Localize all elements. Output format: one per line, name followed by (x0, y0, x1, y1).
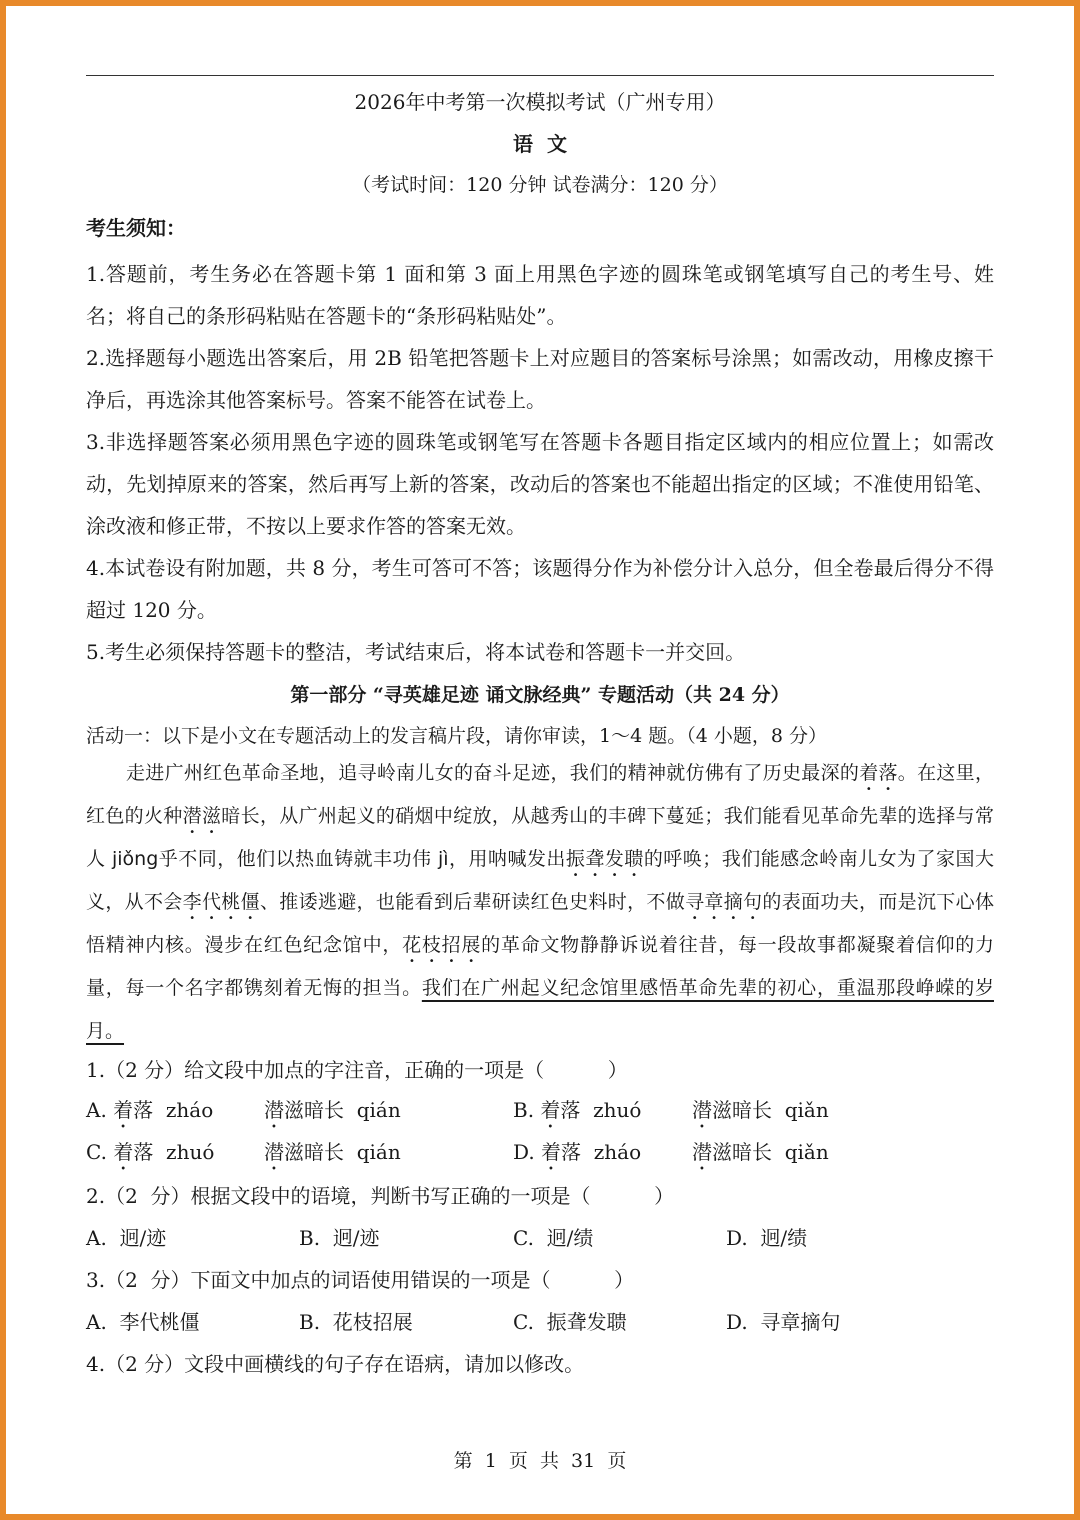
underlined-sentence: 我们在广州起义纪念馆里感悟革命先辈的初心，重温那段峥嵘的岁月。 (86, 977, 994, 1042)
passage (86, 752, 994, 1052)
passage-text: 的革命文物静静诉说着往昔，每一段故事都凝聚着信仰的力量，每一个名字都镌刻着无悔的担当。 (86, 934, 994, 999)
dotted-word-huazhi: 花枝招展 (402, 934, 482, 956)
exam-title: 2026年中考第一次模拟考试（广州专用） (354, 90, 726, 114)
question-2-stem: 2.（2 分）根据文段中的语境，判断书写正确的一项是（ ） (86, 1184, 675, 1208)
dotted-word-zhuoluo: 着落 (859, 762, 898, 784)
dotted-word-zhenlong: 振聋发聩 (565, 848, 644, 870)
option-3c: C. 振聋发聩 (513, 1310, 627, 1334)
notice-item-1: 1.答题前，考生务必在答题卡第 1 面和第 3 面上用黑色字迹的圆珠笔或钢笔填写自己的考生号、姓名；将自己的条形码粘贴在答题卡的“条形码粘贴处”。 (86, 262, 994, 328)
passage-text: 走进广州红色革命圣地，追寻岭南儿女的奋斗足迹，我们的精神就仿佛有了历史最深的 (126, 762, 860, 784)
option-1d: D. 着落 zháo (513, 1140, 642, 1164)
option-3b: B. 花枝招展 (299, 1310, 413, 1334)
notice-item-4: 4.本试卷设有附加题，共 8 分，考生可答可不答；该题得分作为补偿分计入总分，但全卷最后得分不得超过 120 分。 (86, 556, 994, 622)
notice-item-5: 5.考生必须保持答题卡的整洁，考试结束后，将本试卷和答题卡一并交回。 (86, 640, 746, 664)
option-1b: B. 着落 zhuó (513, 1098, 642, 1122)
exam-info: （考试时间：120 分钟 试卷满分：120 分） (352, 174, 728, 196)
dotted-word-xunzhang: 寻章摘句 (685, 891, 763, 913)
option-1b-word2: 潜滋暗长 qiǎn (692, 1098, 829, 1122)
dotted-word-lidai: 李代桃僵 (182, 891, 260, 913)
header-rule (86, 75, 994, 76)
option-2d: D. 迥/绩 (726, 1226, 808, 1250)
option-2b: B. 迥/迹 (299, 1226, 380, 1250)
option-1d-word2: 潜滋暗长 qiǎn (692, 1140, 829, 1164)
passage-text: 。在这里，红色的火种 (86, 762, 994, 827)
dotted-word-qianzi: 潜滋 (182, 805, 222, 827)
notice-heading: 考生须知： (86, 216, 186, 240)
passage-text: 暗长，从广州起义的硝烟中绽放，从越秀山的丰碑下蔓延；我们能看见革命先辈的选择与常人 jiǒng乎不同，他们以热血铸就丰功伟 jì，用呐喊发出 (86, 805, 994, 870)
notice-item-2: 2.选择题每小题选出答案后，用 2B 铅笔把答题卡上对应题目的答案标号涂黑；如需改动，用橡皮擦干净后，再选涂其他答案标号。答案不能答在试卷上。 (86, 346, 994, 412)
option-2a: A. 迥/迹 (86, 1226, 167, 1250)
option-1a: A. 着落 zháo (86, 1098, 214, 1122)
passage-text: 的呼唤；我们能感念岭南儿女为了家国大义，从不会 (86, 848, 994, 913)
passage-text: 的表面功夫，而是沉下心体悟精神内核。漫步在红色纪念馆中， (86, 891, 994, 956)
passage-text: 、推诿逃避，也能看到后辈研读红色史料时，不做 (259, 891, 686, 913)
question-3-stem: 3.（2 分）下面文中加点的词语使用错误的一项是（ ） (86, 1268, 635, 1292)
option-1c: C. 着落 zhuó (86, 1140, 215, 1164)
page-number: 第 1 页 共 31 页 (453, 1450, 627, 1472)
notice-item-3: 3.非选择题答案必须用黑色字迹的圆珠笔或钢笔写在答题卡各题目指定区域内的相应位置上；如需改动，先划掉原来的答案，然后再写上新的答案，改动后的答案也不能超出指定的区域；不准使用铅笔、涂改液和修正带，不按以上要求作答的答案无效。 (86, 430, 994, 538)
activity-1-intro: 活动一：以下是小文在专题活动上的发言稿片段，请你审读，1～4 题。（4 小题，8 分） (86, 725, 827, 747)
option-1c-word2: 潜滋暗长 qián (264, 1140, 401, 1164)
question-4-stem: 4.（2 分）文段中画横线的句子存在语病，请加以修改。 (86, 1352, 585, 1376)
option-2c: C. 迥/绩 (513, 1226, 594, 1250)
subject-title: 语 文 (513, 132, 567, 156)
question-3-options (86, 1306, 994, 1450)
option-3d: D. 寻章摘句 (726, 1310, 841, 1334)
option-1a-word2: 潜滋暗长 qián (264, 1098, 401, 1122)
question-1-stem: 1.（2 分）给文段中加点的字注音，正确的一项是（ ） (86, 1058, 628, 1082)
option-3a: A. 李代桃僵 (86, 1310, 200, 1334)
part1-heading: 第一部分 “寻英雄足迹 诵文脉经典” 专题活动（共 24 分） (290, 684, 790, 706)
